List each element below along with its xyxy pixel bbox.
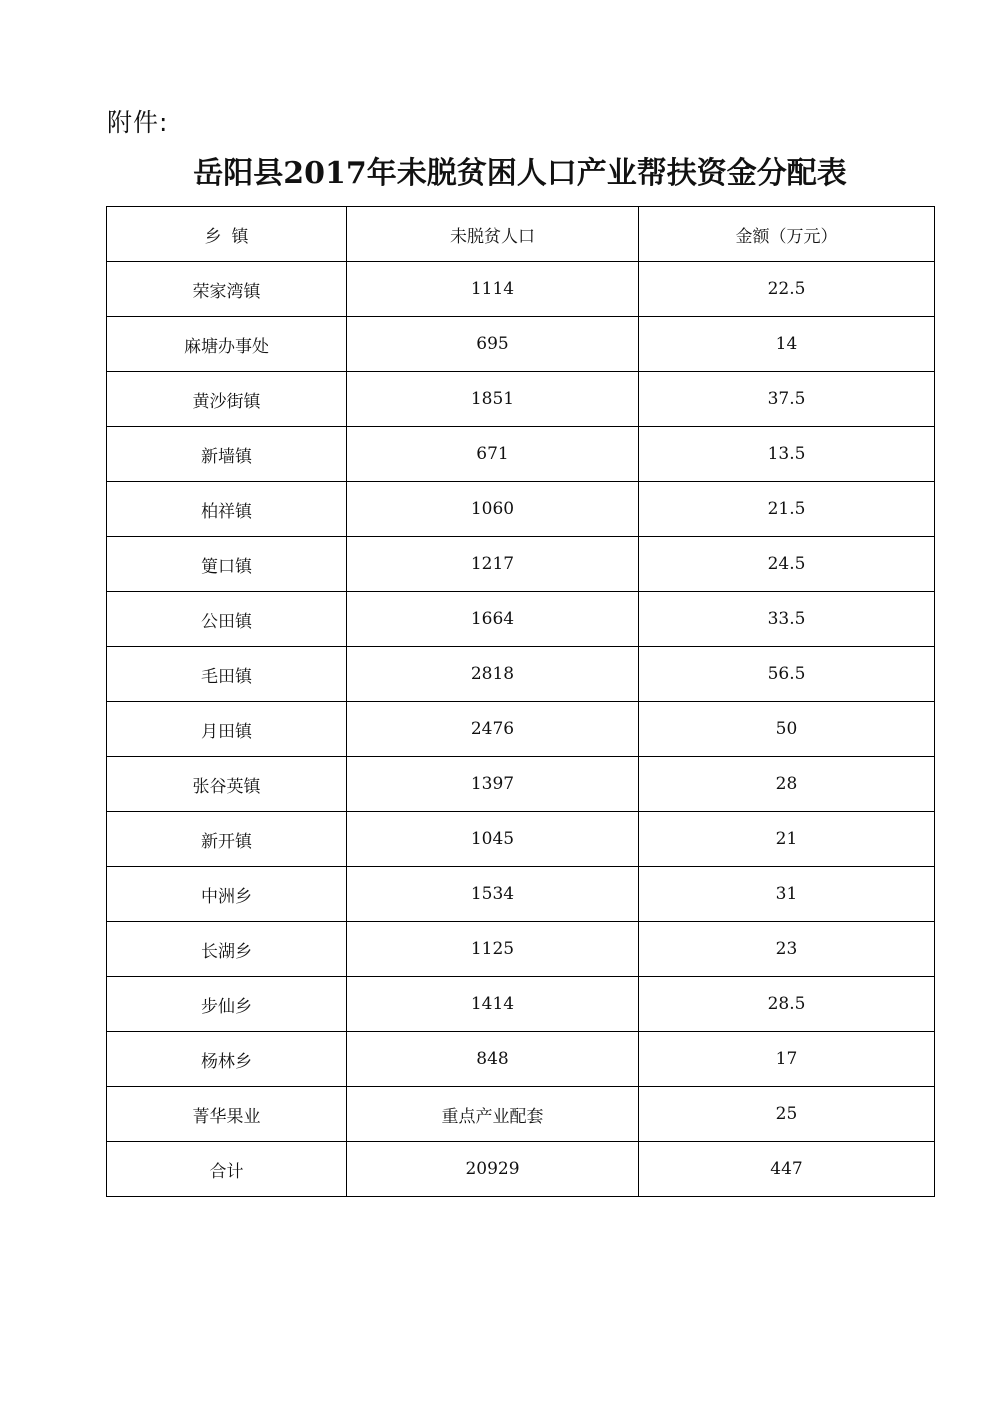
cell-population: 1414 [347,977,639,1032]
cell-amount: 14 [639,317,935,372]
cell-town: 麻塘办事处 [107,317,347,372]
table-row [107,1087,935,1142]
cell-amount: 37.5 [639,372,935,427]
cell-amount: 13.5 [639,427,935,482]
cell-population: 2476 [347,702,639,757]
cell-amount: 25 [639,1087,935,1142]
table-row [107,812,935,867]
cell-amount: 22.5 [639,262,935,317]
cell-population: 1125 [347,922,639,977]
cell-town: 柏祥镇 [107,482,347,537]
table-row [107,922,935,977]
cell-population: 1664 [347,592,639,647]
cell-total-population: 20929 [347,1142,639,1197]
cell-population: 695 [347,317,639,372]
cell-amount: 23 [639,922,935,977]
cell-town: 中洲乡 [107,867,347,922]
table-row [107,592,935,647]
cell-population: 1534 [347,867,639,922]
table-row [107,647,935,702]
cell-population: 848 [347,1032,639,1087]
cell-town: 黄沙街镇 [107,372,347,427]
cell-population: 671 [347,427,639,482]
cell-population: 1851 [347,372,639,427]
table-row [107,482,935,537]
cell-town: 菁华果业 [107,1087,347,1142]
table-row [107,262,935,317]
cell-population: 1060 [347,482,639,537]
cell-town: 张谷英镇 [107,757,347,812]
header-town: 乡镇 [107,207,347,262]
table-row [107,1032,935,1087]
header-amount: 金额（万元） [639,207,935,262]
document-title: 岳阳县2017年未脱贫困人口产业帮扶资金分配表 [193,156,847,191]
cell-amount: 33.5 [639,592,935,647]
table-row [107,427,935,482]
table-row [107,867,935,922]
cell-town: 荣家湾镇 [107,262,347,317]
cell-total-amount: 447 [639,1142,935,1197]
cell-town: 筻口镇 [107,537,347,592]
cell-amount: 50 [639,702,935,757]
cell-population: 2818 [347,647,639,702]
cell-town: 杨林乡 [107,1032,347,1087]
table-row [107,702,935,757]
table-total-row [107,1142,935,1197]
cell-amount: 21.5 [639,482,935,537]
table-row [107,372,935,427]
table-row [107,977,935,1032]
attachment-label: 附件: [107,108,169,137]
cell-town: 毛田镇 [107,647,347,702]
header-population: 未脱贫人口 [347,207,639,262]
cell-town: 公田镇 [107,592,347,647]
cell-population: 1114 [347,262,639,317]
table-row [107,757,935,812]
cell-amount: 31 [639,867,935,922]
cell-amount: 56.5 [639,647,935,702]
cell-town: 步仙乡 [107,977,347,1032]
cell-population: 重点产业配套 [347,1087,639,1142]
cell-amount: 21 [639,812,935,867]
cell-amount: 28 [639,757,935,812]
table-row [107,317,935,372]
cell-amount: 24.5 [639,537,935,592]
cell-population: 1217 [347,537,639,592]
cell-amount: 28.5 [639,977,935,1032]
cell-amount: 17 [639,1032,935,1087]
cell-population: 1397 [347,757,639,812]
cell-population: 1045 [347,812,639,867]
cell-town: 新开镇 [107,812,347,867]
table-header-row [107,207,935,262]
cell-town: 月田镇 [107,702,347,757]
allocation-table [106,206,935,1197]
cell-total-label: 合计 [107,1142,347,1197]
cell-town: 新墙镇 [107,427,347,482]
table-row [107,537,935,592]
cell-town: 长湖乡 [107,922,347,977]
